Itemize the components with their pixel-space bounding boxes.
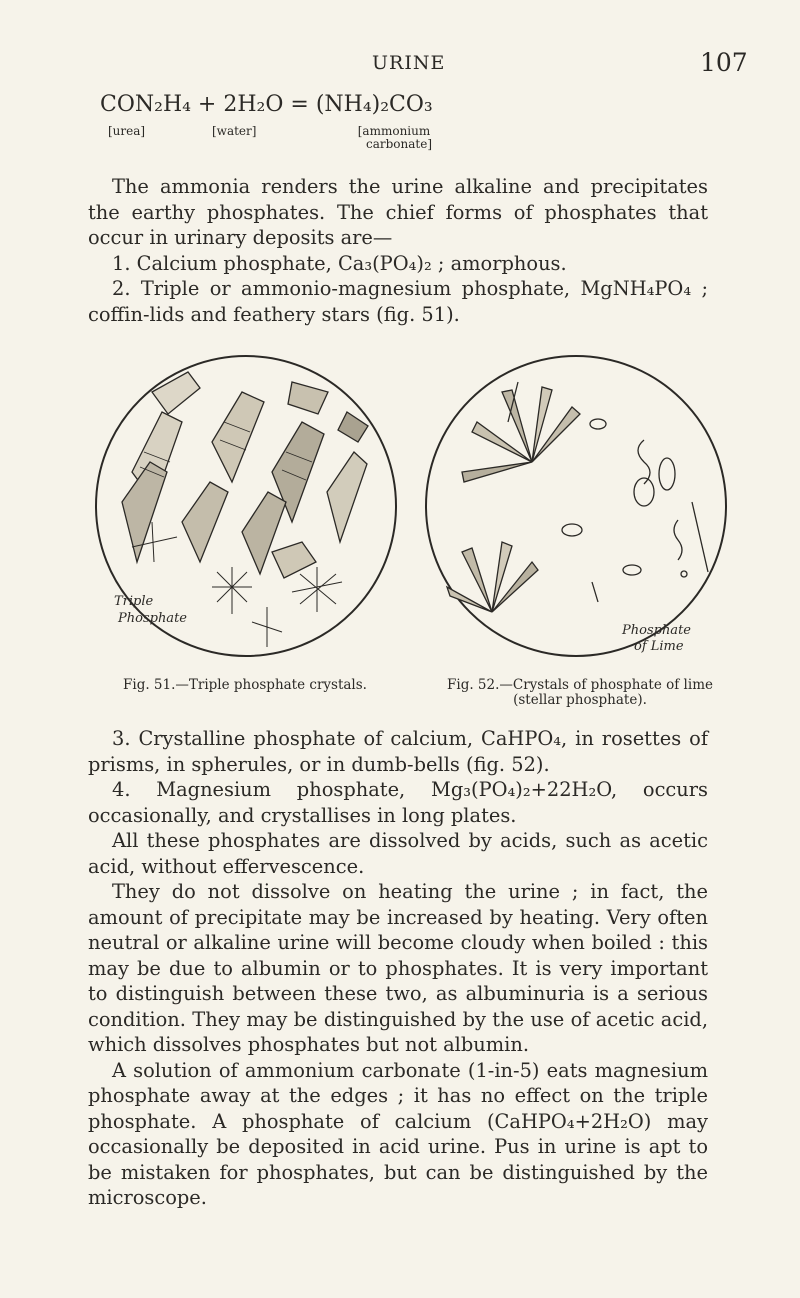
- figure-51-label-line1: Triple: [114, 594, 154, 609]
- paragraph-dissolve: All these phosphates are dissolved by acids, such as acetic acid, without effervescence.: [88, 829, 708, 878]
- paragraph-solution: A solution of ammonium carbonate (1-in-5) eats magnesium phosphate away at the edges ; it has no effect on the triple phosphate. A phosphate of calcium (CaHPO₄+2H₂O) may occasionally be deposited in acid urine. Pus in urine is apt to be mistaken for phosphates, but can be distinguished by the microscope.: [88, 1058, 708, 1209]
- figure-51-label-line2: Phosphate: [118, 611, 187, 626]
- list-item-calcium-phosphate: 1. Calcium phosphate, Ca₃(PO₄)₂ ; amorphous.: [112, 251, 567, 275]
- equation-note-ammonium-line1: [ammonium: [357, 124, 431, 138]
- equation-note-urea: [urea]: [108, 124, 146, 138]
- paragraph-heating: They do not dissolve on heating the urine ; in fact, the amount of precipitate may be increased by heating. Very often neutral or alkaline urine will become cloudy when boiled : this may be due to albumin or to phosphates. It is very important to distinguish between these two, as albuminuria is a serious condition. They may be distinguished by the use of acetic acid, which dissolves phosphates but not albumin.: [88, 880, 708, 1056]
- figure-52-label-line1: Phosphate: [622, 623, 691, 638]
- equation-note-water: [water]: [212, 124, 257, 138]
- figure-51-illustration: [92, 352, 400, 660]
- figure-52-caption-line1: Fig. 52.—Crystals of phosphate of lime: [447, 677, 713, 693]
- running-title: URINE: [372, 52, 446, 74]
- figure-52-label-line2: of Lime: [634, 639, 684, 654]
- figure-52-caption-line2: (stellar phosphate).: [513, 692, 647, 708]
- list-item-magnesium-phosphate: 4. Magnesium phosphate, Mg₃(PO₄)₂+22H₂O, occurs occasionally, and crystallises in long plates.: [88, 778, 708, 827]
- figure-52-illustration: [422, 352, 730, 660]
- list-item-crystalline-phosphate: 3. Crystalline phosphate of calcium, CaHPO₄, in rosettes of prisms, in spherules, or in dumb-bells (fig. 52).: [88, 727, 708, 776]
- running-head: [0, 48, 800, 82]
- figure-51-caption: Fig. 51.—Triple phosphate crystals.: [123, 677, 367, 693]
- equation-line: CON₂H₄ + 2H₂O = (NH₄)₂CO₃: [100, 92, 433, 117]
- page-number: 107: [700, 48, 748, 77]
- paragraph-intro: The ammonia renders the urine alkaline and precipitates the earthy phosphates. The chief forms of phosphates that occur in urinary deposits are—: [88, 175, 708, 249]
- list-item-triple-phosphate: 2. Triple or ammonio-magnesium phosphate, MgNH₄PO₄ ; coffin-lids and feathery stars (fig. 51).: [88, 277, 708, 326]
- body-text-bottom: [88, 726, 708, 1211]
- body-text-top: [88, 174, 708, 327]
- figure-51: [92, 352, 400, 660]
- figure-52: [422, 352, 730, 660]
- figure-52-caption: [430, 678, 730, 708]
- equation-note-ammonium-line2: carbonate]: [366, 137, 433, 151]
- equation-note-ammonium: [356, 125, 432, 151]
- chemical-equation: [100, 92, 700, 162]
